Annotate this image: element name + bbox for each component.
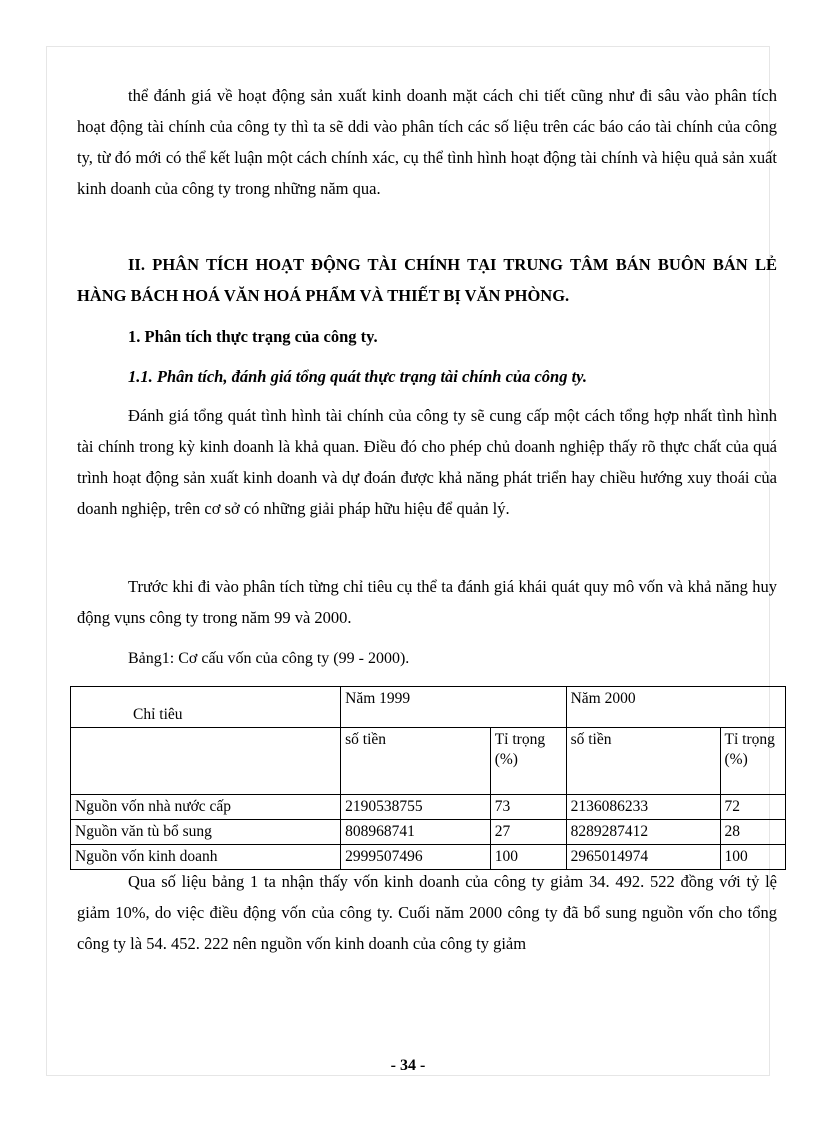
header-year-2000: Năm 2000	[566, 687, 785, 728]
subheader-ratio-1999: Tỉ trọng (%)	[490, 728, 566, 795]
subheader-ratio-2000: Tỉ trọng (%)	[720, 728, 785, 795]
row-label: Nguồn vốn nhà nước cấp	[71, 795, 341, 820]
row-amount-1999: 2190538755	[341, 795, 491, 820]
row-amount-2000: 2965014974	[566, 845, 720, 870]
subheader-amount-2000: số tiền	[566, 728, 720, 795]
row-amount-2000: 2136086233	[566, 795, 720, 820]
row-ratio-1999: 73	[490, 795, 566, 820]
table-row	[71, 820, 786, 845]
table-caption: Bảng1: Cơ cấu vốn của công ty (99 - 2000).	[128, 650, 410, 667]
paragraph-overview: Đánh giá tổng quát tình hình tài chính của công ty sẽ cung cấp một cách tổng hợp nhất tình hình tài chính trong kỳ kinh doanh là khả quan. Điều đó cho phép chủ doanh nghiệp thấy rõ thực chất của quá trình hoạt động sản xuất kinh doanh và dự đoán được khả năng phát triển hay chiều hướng xuy thoái của doanh nghiệp, trên cơ sở có những giải pháp hữu hiệu để quản lý.	[77, 406, 777, 518]
row-label: Nguồn văn tù bổ sung	[71, 820, 341, 845]
row-amount-1999: 808968741	[341, 820, 491, 845]
row-ratio-2000: 28	[720, 820, 785, 845]
paragraph-before-analysis: Trước khi đi vào phân tích từng chỉ tiêu cụ thể ta đánh giá khái quát quy mô vốn và khả năng huy động vụns công ty trong năm 99 và 2000.	[77, 577, 777, 627]
row-ratio-2000: 100	[720, 845, 785, 870]
row-amount-1999: 2999507496	[341, 845, 491, 870]
capital-structure-table	[70, 686, 786, 870]
subheader-empty	[71, 728, 341, 795]
row-ratio-1999: 27	[490, 820, 566, 845]
row-ratio-1999: 100	[490, 845, 566, 870]
paragraph-intro: thể đánh giá về hoạt động sản xuất kinh doanh mặt cách chi tiết cũng như đi sâu vào phân tích hoạt động tài chính của công ty thì ta sẽ ddi vào phân tích các số liệu trên các báo cáo tài chính của công ty, từ đó mới có thể kết luận một cách chính xác, cụ thể tình hình hoạt động tài chính và hiệu quả sản xuất kinh doanh của công ty trong những năm qua.	[77, 86, 777, 198]
header-year-1999: Năm 1999	[341, 687, 566, 728]
row-ratio-2000: 72	[720, 795, 785, 820]
header-indicator: Chỉ tiêu	[71, 687, 341, 728]
table-subheader-row	[71, 728, 786, 795]
table-row	[71, 795, 786, 820]
subsubsection-title: 1.1. Phân tích, đánh giá tổng quát thực trạng tài chính của công ty.	[128, 367, 587, 386]
page-number	[0, 1057, 816, 1075]
paragraph-table-analysis: Qua số liệu bảng 1 ta nhận thấy vốn kinh doanh của công ty giảm 34. 492. 522 đồng với tỷ lệ giảm 10%, do việc điều động vốn của công ty. Cuối năm 2000 công ty đã bổ sung nguồn vốn cho tổng công ty là 54. 452. 222 nên nguồn vốn kinh doanh của công ty giảm	[77, 872, 777, 953]
subheader-amount-1999: số tiền	[341, 728, 491, 795]
row-label: Nguồn vốn kinh doanh	[71, 845, 341, 870]
row-amount-2000: 8289287412	[566, 820, 720, 845]
subsection-title: 1. Phân tích thực trạng của công ty.	[128, 327, 378, 346]
section-heading: II. PHÂN TÍCH HOẠT ĐỘNG TÀI CHÍNH TẠI TRUNG TÂM BÁN BUÔN BÁN LẺ HÀNG BÁCH HOÁ VĂN HOÁ PHẨM VÀ THIẾT BỊ VĂN PHÒNG.	[77, 255, 777, 305]
page-number-text: - 34 -	[390, 1057, 426, 1074]
table-header-row	[71, 687, 786, 728]
